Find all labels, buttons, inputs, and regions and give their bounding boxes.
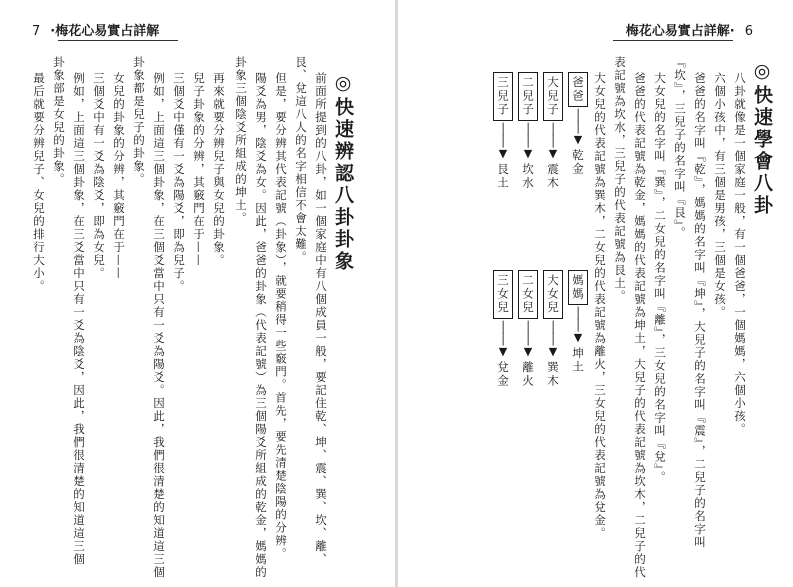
down-arrow-icon: │ │ ▼ [573,307,583,344]
left-section-title: ◎快速辨認八卦卦象 [332,72,354,273]
left-column-11: 女兒的卦象的分辨，其竅門在于—— [112,72,126,280]
diagram-item-eldest-daughter [542,270,564,388]
down-arrow-icon: │ │ ▼ [548,122,558,160]
right-column-4: 『坎』，三兒子的名字叫『艮』。 [673,56,687,240]
left-column-4: 陽爻為男，陰爻為女。因此，爸爸的卦象（代表記號）為三個陽爻所組成的乾金，媽媽的 [254,72,268,579]
diagram-label-box: 二兒子 [518,72,538,121]
diagram-item-third-son [492,72,514,190]
right-header-rule [613,40,733,41]
diagram-label-box: 二女兒 [518,270,538,319]
left-column-2: 艮、兌這八人的名字相信不會太難。 [294,56,308,264]
left-running-head: ·梅花心易實占詳解 [50,24,160,39]
diagram-item-eldest-son [542,72,564,190]
diagram-trigram-value: 坤土 [571,347,585,374]
left-column-7: 兒子卦象的分辨，其竅門在于—— [192,72,206,267]
diagram-label-box: 大兒子 [543,72,563,121]
diagram-trigram-value: 巽木 [546,360,560,388]
left-header-rule [58,40,178,41]
right-running-head: 梅花心易實占詳解· [625,24,735,39]
diagram-label-box: 三兒子 [493,72,513,121]
left-column-5: 卦象三個陰爻所組成的坤土。 [234,56,248,225]
right-page-header [626,20,763,39]
left-page-header [22,20,159,39]
down-arrow-icon: │ │ ▼ [498,122,508,160]
left-page [0,0,396,587]
left-column-13: 例如，上面這三個卦象，在三爻當中只有一爻為陰爻，因此，我們很清楚的知道這三個 [72,72,86,566]
right-column-3: 爸爸的名字叫『乾』，媽媽的名字叫『坤』，大兒子的名字叫『震』，二兒子的名字叫 [693,72,707,549]
diagram-trigram-value: 兌金 [496,360,510,388]
diagram-label-box: 大女兒 [543,270,563,319]
diagram-label-box: 三女兒 [493,270,513,319]
diagram-trigram-value: 離火 [521,360,535,388]
diagram-label-box: 爸爸 [568,72,588,107]
left-page-number: 7 [32,24,41,39]
diagram-item-third-daughter [492,270,514,388]
left-column-10: 卦象都是兒子的卦象。 [132,56,146,186]
left-column-9: 例如，上面這三個卦象，在三個爻當中只有一爻為陽爻。因此，我們很清楚的知道這三個 [152,72,166,579]
diagram-trigram-value: 艮土 [496,162,510,190]
left-column-6: 再來就要分辨兒子與女兒的卦象。 [212,72,226,267]
right-column-7: 表記號為坎水，三兒子的代表記號為艮土。 [613,56,627,303]
right-column-2: 六個小孩中，有三個是男孩，三個是女孩。 [713,72,727,319]
left-column-12: 三個爻中有一爻為陰爻，即為女兒。 [92,72,106,280]
right-section-title: ◎快速學會八卦 [751,60,773,217]
diagram-item-father [567,72,589,176]
right-page-number: 6 [744,24,753,39]
diagram-trigram-value: 震木 [546,162,560,190]
diagram-item-second-daughter [517,270,539,388]
down-arrow-icon: │ │ ▼ [573,109,583,146]
left-column-15: 最后就要分辨兒子、女兒的排行大小。 [32,72,46,293]
down-arrow-icon: │ │ ▼ [523,320,533,358]
left-column-1: 前面所提到的八卦，如一個家庭中有八個成員一般，要記住乾、坤、震、巽、坎、離、 [314,72,328,566]
diagram-trigram-value: 乾金 [571,149,585,176]
diagram-label-box: 媽媽 [568,270,588,305]
right-column-8: 大女兒的代表記號為巽木，二女兒的代表記號為離火，三女兒的代表記號為兌金。 [593,72,607,540]
right-column-1: 八卦就像是一個家庭一般，有一個爸爸，一個媽媽，六個小孩。 [733,72,747,436]
down-arrow-icon: │ │ ▼ [523,122,533,160]
diagram-trigram-value: 坎水 [521,162,535,190]
left-column-14: 卦象部是女兒的卦象。 [52,56,66,186]
right-page [397,0,793,587]
left-column-3: 但是，要分辨其代表記號（卦象），就要稍得一些竅門。首先，要先清楚陰陽的分辨。 [274,72,288,561]
diagram-item-second-son [517,72,539,190]
right-column-5: 大女兒的名字叫『巽』，二女兒的名字叫『離』，三女兒的名字叫『兌』。 [653,72,667,484]
right-column-6: 爸爸的代表記號為乾金，媽媽的代表記號為坤土，大兒子的代表記號為坎木，二兒子的代 [633,72,647,579]
down-arrow-icon: │ │ ▼ [548,320,558,358]
down-arrow-icon: │ │ ▼ [498,320,508,358]
diagram-item-mother [567,270,589,374]
left-column-8: 三個爻中僅有一爻為陽爻，即為兒子。 [172,72,186,293]
